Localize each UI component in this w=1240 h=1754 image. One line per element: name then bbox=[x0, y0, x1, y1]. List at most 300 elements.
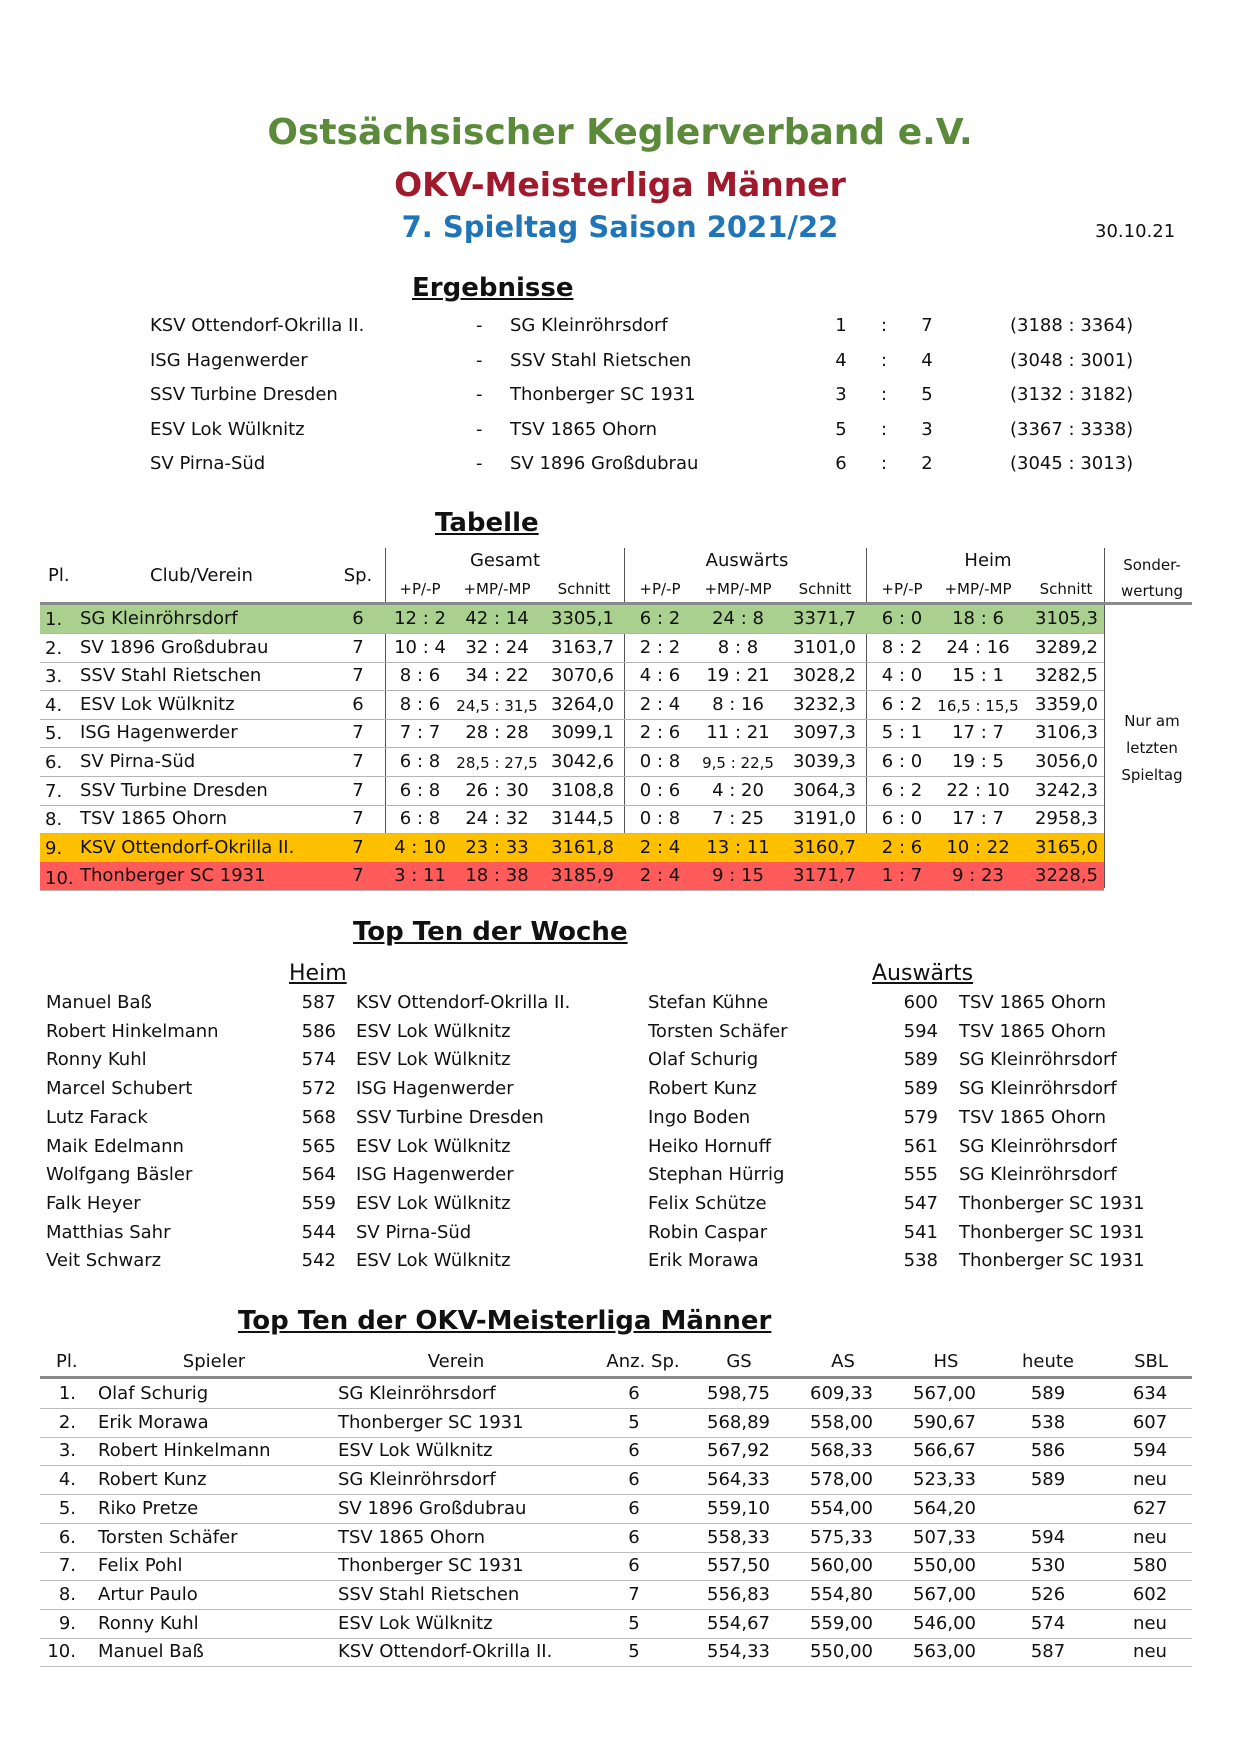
league-row-sbl: 602 bbox=[1132, 1583, 1168, 1605]
table-row-rule bbox=[40, 805, 1104, 806]
topweek-away-score: 547 bbox=[903, 1192, 938, 1214]
table-row-gesamt-mp: 24,5 : 31,5 bbox=[456, 696, 538, 715]
league-row-name: Olaf Schurig bbox=[98, 1383, 209, 1404]
table-row-gesamt-schnitt: 3070,6 bbox=[551, 665, 614, 687]
col-header-club: Club/Verein bbox=[150, 565, 253, 586]
table-row-sp: 7 bbox=[352, 722, 364, 744]
league-row-as: 554,00 bbox=[810, 1497, 873, 1519]
table-row-auswaerts-pp: 0 : 8 bbox=[639, 751, 681, 772]
result-pins: (3045 : 3013) bbox=[1010, 453, 1134, 474]
league-row-club: TSV 1865 Ohorn bbox=[338, 1526, 486, 1548]
table-row-gesamt-mp: 26 : 30 bbox=[465, 779, 529, 801]
table-heading: Tabelle bbox=[435, 508, 539, 538]
league-row-rule bbox=[40, 1494, 1192, 1495]
result-home-team: ESV Lok Wülknitz bbox=[150, 418, 305, 440]
table-row-gesamt-schnitt: 3108,8 bbox=[551, 779, 614, 801]
topweek-away-club: Thonberger SC 1931 bbox=[959, 1192, 1145, 1214]
league-row-hs: 564,20 bbox=[913, 1497, 976, 1519]
table-row-rank: 1. bbox=[45, 609, 63, 630]
table-row-sp: 7 bbox=[352, 779, 364, 801]
league-row-rank: 4. bbox=[58, 1469, 76, 1491]
result-home-points: 1 bbox=[835, 315, 847, 336]
league-row-as: 554,80 bbox=[810, 1583, 873, 1605]
league-row-gs: 558,33 bbox=[707, 1526, 770, 1548]
sonder-note: Spieltag bbox=[1121, 766, 1183, 784]
topweek-home-score: 565 bbox=[301, 1135, 336, 1157]
table-row-sp: 7 bbox=[352, 636, 364, 658]
league-header-hs: HS bbox=[933, 1351, 959, 1372]
table-row-gesamt-pp: 3 : 11 bbox=[394, 865, 446, 887]
league-row-hs: 567,00 bbox=[913, 1583, 976, 1605]
result-home-team: KSV Ottendorf-Okrilla II. bbox=[150, 315, 365, 336]
league-row-heute: 586 bbox=[1030, 1440, 1066, 1462]
table-row-club: SG Kleinröhrsdorf bbox=[80, 608, 238, 629]
table-row-heim-pp: 1 : 7 bbox=[881, 865, 923, 887]
league-row-name: Felix Pohl bbox=[98, 1555, 183, 1577]
topweek-home-score: 572 bbox=[301, 1078, 336, 1100]
league-row-anz: 6 bbox=[628, 1526, 640, 1548]
league-row-club: SG Kleinröhrsdorf bbox=[338, 1383, 496, 1404]
league-header-as: AS bbox=[831, 1351, 855, 1372]
col-header-schnitt: Schnitt bbox=[557, 580, 611, 598]
table-row-heim-mp: 15 : 1 bbox=[952, 665, 1004, 687]
league-row-as: 575,33 bbox=[810, 1526, 873, 1548]
topweek-home-club: ESV Lok Wülknitz bbox=[356, 1192, 511, 1214]
result-pins: (3048 : 3001) bbox=[1010, 349, 1134, 371]
topweek-away-club: Thonberger SC 1931 bbox=[959, 1250, 1145, 1272]
league-row-sbl: neu bbox=[1133, 1641, 1167, 1663]
table-row-rank: 6. bbox=[45, 752, 63, 773]
result-away-team: SSV Stahl Rietschen bbox=[510, 349, 692, 371]
result-home-team: SSV Turbine Dresden bbox=[150, 384, 338, 405]
league-row-rule bbox=[40, 1437, 1192, 1438]
table-row-gesamt-schnitt: 3099,1 bbox=[551, 722, 614, 744]
league-row-anz: 5 bbox=[628, 1612, 640, 1634]
topweek-away-score: 594 bbox=[903, 1020, 938, 1042]
league-row-sbl: neu bbox=[1133, 1526, 1167, 1548]
league-row-hs: 546,00 bbox=[913, 1612, 976, 1634]
table-row-auswaerts-schnitt: 3232,3 bbox=[793, 693, 856, 715]
result-separator: - bbox=[476, 384, 483, 405]
table-row-gesamt-mp: 42 : 14 bbox=[465, 608, 529, 629]
league-row-heute: 594 bbox=[1030, 1526, 1066, 1548]
league-row-rank: 6. bbox=[58, 1526, 76, 1548]
table-row-heim-mp: 17 : 7 bbox=[952, 808, 1004, 830]
table-row-heim-schnitt: 3106,3 bbox=[1035, 722, 1098, 744]
topweek-home-club: ESV Lok Wülknitz bbox=[356, 1135, 511, 1157]
table-row-gesamt-schnitt: 3161,8 bbox=[551, 836, 614, 858]
table-row-gesamt-mp: 28,5 : 27,5 bbox=[456, 754, 538, 772]
league-row-name: Riko Pretze bbox=[98, 1497, 199, 1519]
table-row-sp: 6 bbox=[352, 608, 364, 629]
col-header-pp: +P/-P bbox=[881, 580, 923, 598]
table-row-heim-mp: 10 : 22 bbox=[946, 836, 1010, 858]
table-row-gesamt-mp: 23 : 33 bbox=[465, 836, 529, 858]
result-separator: - bbox=[476, 315, 483, 336]
table-row-club: ESV Lok Wülknitz bbox=[80, 693, 235, 715]
topweek-away-label: Auswärts bbox=[872, 961, 974, 986]
table-row-auswaerts-mp: 7 : 25 bbox=[712, 808, 764, 830]
league-row-anz: 7 bbox=[628, 1583, 640, 1605]
league-row-heute: 589 bbox=[1030, 1469, 1066, 1491]
table-row-club: KSV Ottendorf-Okrilla II. bbox=[80, 836, 295, 858]
table-row-auswaerts-schnitt: 3097,3 bbox=[793, 722, 856, 744]
table-row-auswaerts-mp: 11 : 21 bbox=[706, 722, 770, 744]
league-row-gs: 567,92 bbox=[707, 1440, 770, 1462]
league-header-sbl: SBL bbox=[1134, 1351, 1168, 1372]
table-row-heim-schnitt: 3359,0 bbox=[1035, 693, 1098, 715]
col-header-mp: +MP/-MP bbox=[944, 580, 1012, 598]
league-row-hs: 566,67 bbox=[913, 1440, 976, 1462]
table-row-club: SSV Stahl Rietschen bbox=[80, 665, 262, 687]
league-row-rule bbox=[40, 1523, 1192, 1524]
league-row-name: Robert Kunz bbox=[98, 1469, 207, 1491]
table-row-rank: 7. bbox=[45, 780, 63, 802]
topweek-away-score: 589 bbox=[903, 1049, 938, 1071]
league-row-sbl: 580 bbox=[1132, 1555, 1168, 1577]
league-row-rank: 7. bbox=[58, 1555, 76, 1577]
table-row-auswaerts-mp: 8 : 16 bbox=[712, 693, 764, 715]
result-pins: (3132 : 3182) bbox=[1010, 384, 1134, 405]
table-row-heim-pp: 6 : 0 bbox=[881, 751, 923, 772]
table-row-heim-schnitt: 2958,3 bbox=[1035, 808, 1098, 830]
table-row-auswaerts-pp: 2 : 4 bbox=[639, 865, 681, 887]
col-header-schnitt: Schnitt bbox=[1039, 580, 1093, 598]
league-row-sbl: 627 bbox=[1132, 1497, 1168, 1519]
league-header-pl: Pl. bbox=[56, 1351, 78, 1372]
table-row-sp: 7 bbox=[352, 808, 364, 830]
table-row-sp: 6 bbox=[352, 693, 364, 715]
topweek-home-club: ISG Hagenwerder bbox=[356, 1164, 514, 1186]
topweek-away-club: TSV 1865 Ohorn bbox=[959, 1020, 1107, 1042]
league-row-rule bbox=[40, 1638, 1192, 1639]
league-row-rank: 2. bbox=[58, 1411, 76, 1433]
result-home-points: 6 bbox=[835, 453, 847, 474]
table-row-gesamt-pp: 6 : 8 bbox=[399, 779, 441, 801]
table-row-rank: 9. bbox=[45, 837, 63, 859]
table-row-heim-mp: 19 : 5 bbox=[952, 751, 1004, 772]
table-row-gesamt-schnitt: 3144,5 bbox=[551, 808, 614, 830]
table-row-heim-mp: 18 : 6 bbox=[952, 608, 1004, 629]
table-row-gesamt-mp: 18 : 38 bbox=[465, 865, 529, 887]
league-row-club: ESV Lok Wülknitz bbox=[338, 1612, 493, 1634]
topweek-home-name: Marcel Schubert bbox=[46, 1078, 193, 1100]
table-row-heim-pp: 6 : 0 bbox=[881, 808, 923, 830]
league-row-gs: 598,75 bbox=[707, 1383, 770, 1404]
result-pins: (3188 : 3364) bbox=[1010, 315, 1134, 336]
table-row-rank: 10. bbox=[45, 868, 74, 890]
league-row-as: 558,00 bbox=[810, 1411, 873, 1433]
table-row-sp: 7 bbox=[352, 665, 364, 687]
league-row-club: ESV Lok Wülknitz bbox=[338, 1440, 493, 1462]
league-row-club: SSV Stahl Rietschen bbox=[338, 1583, 520, 1605]
league-row-sbl: 607 bbox=[1132, 1411, 1168, 1433]
topweek-away-score: 541 bbox=[903, 1221, 938, 1243]
table-row-gesamt-mp: 32 : 24 bbox=[465, 636, 529, 658]
topweek-home-name: Veit Schwarz bbox=[46, 1250, 162, 1272]
league-row-club: SV 1896 Großdubrau bbox=[338, 1497, 527, 1519]
table-row-rank: 3. bbox=[45, 666, 63, 688]
table-row-auswaerts-schnitt: 3064,3 bbox=[793, 779, 856, 801]
topweek-away-club: Thonberger SC 1931 bbox=[959, 1221, 1145, 1243]
league-row-hs: 507,33 bbox=[913, 1526, 976, 1548]
result-colon: : bbox=[880, 315, 888, 336]
topweek-home-name: Falk Heyer bbox=[46, 1192, 141, 1214]
table-row-club: Thonberger SC 1931 bbox=[80, 865, 266, 887]
topweek-away-club: TSV 1865 Ohorn bbox=[959, 1106, 1107, 1128]
table-row-auswaerts-pp: 2 : 4 bbox=[639, 693, 681, 715]
result-colon: : bbox=[880, 384, 888, 405]
table-row-heim-pp: 6 : 0 bbox=[881, 608, 923, 629]
league-row-rank: 9. bbox=[58, 1612, 76, 1634]
table-row-heim-mp: 16,5 : 15,5 bbox=[937, 696, 1019, 715]
topweek-home-score: 564 bbox=[301, 1164, 336, 1186]
table-row-gesamt-pp: 8 : 6 bbox=[399, 693, 441, 715]
table-row-gesamt-pp: 10 : 4 bbox=[394, 636, 446, 658]
result-home-team: SV Pirna-Süd bbox=[150, 453, 266, 474]
league-header-heute: heute bbox=[1021, 1351, 1075, 1372]
league-row-rank: 1. bbox=[58, 1383, 76, 1404]
league-header-anz: Anz. Sp. bbox=[606, 1351, 680, 1372]
league-row-club: Thonberger SC 1931 bbox=[338, 1555, 524, 1577]
league-row-anz: 5 bbox=[628, 1411, 640, 1433]
league-row-anz: 6 bbox=[628, 1555, 640, 1577]
table-row-auswaerts-schnitt: 3101,0 bbox=[793, 636, 856, 658]
topweek-away-club: SG Kleinröhrsdorf bbox=[959, 1078, 1117, 1100]
league-row-rule bbox=[40, 1666, 1192, 1667]
topweek-home-score: 586 bbox=[301, 1020, 336, 1042]
topweek-away-score: 589 bbox=[903, 1078, 938, 1100]
table-row-gesamt-pp: 8 : 6 bbox=[399, 665, 441, 687]
result-away-team: TSV 1865 Ohorn bbox=[510, 418, 658, 440]
topweek-away-name: Felix Schütze bbox=[648, 1192, 767, 1214]
table-row-rank: 8. bbox=[45, 809, 63, 831]
league-row-hs: 563,00 bbox=[913, 1641, 976, 1663]
col-header-mp: +MP/-MP bbox=[463, 580, 531, 598]
table-row-auswaerts-mp: 9,5 : 22,5 bbox=[702, 754, 774, 772]
table-row-auswaerts-mp: 4 : 20 bbox=[712, 779, 764, 801]
result-separator: - bbox=[476, 453, 483, 474]
league-row-gs: 564,33 bbox=[707, 1469, 770, 1491]
league-row-as: 559,00 bbox=[810, 1612, 873, 1634]
result-away-points: 5 bbox=[921, 384, 933, 405]
topweek-home-club: KSV Ottendorf-Okrilla II. bbox=[356, 992, 571, 1013]
table-row-auswaerts-schnitt: 3371,7 bbox=[793, 608, 856, 629]
results-heading: Ergebnisse bbox=[412, 273, 574, 303]
table-row-gesamt-pp: 7 : 7 bbox=[399, 722, 441, 744]
date: 30.10.21 bbox=[1095, 221, 1176, 242]
league-row-hs: 550,00 bbox=[913, 1555, 976, 1577]
result-separator: - bbox=[476, 349, 483, 371]
topweek-home-name: Maik Edelmann bbox=[46, 1135, 184, 1157]
league-header-verein: Verein bbox=[427, 1351, 485, 1372]
table-row-auswaerts-pp: 0 : 8 bbox=[639, 808, 681, 830]
table-row-auswaerts-pp: 0 : 6 bbox=[639, 779, 681, 801]
league-row-sbl: 634 bbox=[1132, 1383, 1168, 1404]
topweek-away-name: Erik Morawa bbox=[648, 1250, 759, 1272]
sonder-note: Nur am bbox=[1124, 712, 1180, 730]
col-header-gesamt: Gesamt bbox=[469, 550, 541, 571]
topweek-home-club: ESV Lok Wülknitz bbox=[356, 1049, 511, 1071]
league-row-gs: 554,33 bbox=[707, 1641, 770, 1663]
table-row-heim-mp: 24 : 16 bbox=[946, 636, 1010, 658]
table-row-gesamt-mp: 24 : 32 bbox=[465, 808, 529, 830]
table-row-gesamt-schnitt: 3042,6 bbox=[551, 751, 614, 772]
table-row-club: SSV Turbine Dresden bbox=[80, 779, 268, 801]
col-header-sonder: Sonder- bbox=[1123, 556, 1181, 574]
league-row-heute: 526 bbox=[1030, 1583, 1066, 1605]
col-header-sp: Sp. bbox=[343, 565, 373, 586]
result-colon: : bbox=[880, 453, 888, 474]
table-row-heim-pp: 2 : 6 bbox=[881, 836, 923, 858]
league-row-sbl: neu bbox=[1133, 1612, 1167, 1634]
topweek-home-score: 542 bbox=[301, 1250, 336, 1272]
table-row-auswaerts-mp: 13 : 11 bbox=[706, 836, 770, 858]
result-home-points: 4 bbox=[835, 349, 847, 371]
table-row-club: SV Pirna-Süd bbox=[80, 751, 196, 772]
table-row-heim-schnitt: 3105,3 bbox=[1035, 608, 1098, 629]
org-title: Ostsächsischer Keglerverband e.V. bbox=[267, 112, 973, 153]
result-away-points: 4 bbox=[921, 349, 933, 371]
table-row-heim-pp: 4 : 0 bbox=[881, 665, 923, 687]
table-row-club: TSV 1865 Ohorn bbox=[80, 808, 228, 830]
topweek-home-name: Wolfgang Bäsler bbox=[46, 1164, 193, 1186]
topweek-away-score: 579 bbox=[903, 1106, 938, 1128]
league-row-as: 609,33 bbox=[810, 1383, 873, 1404]
topweek-away-name: Torsten Schäfer bbox=[648, 1020, 788, 1042]
league-row-heute: 587 bbox=[1030, 1641, 1066, 1663]
league-row-club: SG Kleinröhrsdorf bbox=[338, 1469, 496, 1491]
league-row-heute: 574 bbox=[1030, 1612, 1066, 1634]
table-row-club: ISG Hagenwerder bbox=[80, 722, 238, 744]
league-row-hs: 523,33 bbox=[913, 1469, 976, 1491]
league-row-as: 560,00 bbox=[810, 1555, 873, 1577]
league-row-as: 550,00 bbox=[810, 1641, 873, 1663]
league-row-gs: 554,67 bbox=[707, 1612, 770, 1634]
table-row-rule bbox=[40, 747, 1104, 748]
table-row-heim-schnitt: 3282,5 bbox=[1035, 665, 1098, 687]
result-colon: : bbox=[880, 349, 888, 371]
league-row-rule bbox=[40, 1609, 1192, 1610]
result-home-team: ISG Hagenwerder bbox=[150, 349, 308, 371]
league-row-hs: 567,00 bbox=[913, 1383, 976, 1404]
topweek-away-name: Olaf Schurig bbox=[648, 1049, 759, 1071]
topweek-home-score: 559 bbox=[301, 1192, 336, 1214]
league-row-gs: 568,89 bbox=[707, 1411, 770, 1433]
league-row-name: Ronny Kuhl bbox=[98, 1612, 199, 1634]
topweek-home-name: Robert Hinkelmann bbox=[46, 1020, 219, 1042]
result-away-points: 7 bbox=[921, 315, 933, 336]
topweek-away-name: Heiko Hornuff bbox=[648, 1135, 771, 1157]
table-row-gesamt-schnitt: 3305,1 bbox=[551, 608, 614, 629]
league-row-heute: 589 bbox=[1030, 1383, 1066, 1404]
table-row-heim-pp: 6 : 2 bbox=[881, 693, 923, 715]
topweek-away-name: Ingo Boden bbox=[648, 1106, 751, 1128]
table-row-club: SV 1896 Großdubrau bbox=[80, 636, 269, 658]
table-row-heim-mp: 17 : 7 bbox=[952, 722, 1004, 744]
topweek-home-score: 568 bbox=[301, 1106, 336, 1128]
table-row-heim-schnitt: 3242,3 bbox=[1035, 779, 1098, 801]
league-row-rule bbox=[40, 1552, 1192, 1553]
table-row-gesamt-schnitt: 3163,7 bbox=[551, 636, 614, 658]
league-row-anz: 5 bbox=[628, 1641, 640, 1663]
table-row-auswaerts-pp: 2 : 6 bbox=[639, 722, 681, 744]
result-home-points: 3 bbox=[835, 384, 847, 405]
topweek-home-name: Matthias Sahr bbox=[46, 1221, 171, 1243]
table-row-auswaerts-mp: 19 : 21 bbox=[706, 665, 770, 687]
table-row-heim-schnitt: 3056,0 bbox=[1035, 751, 1098, 772]
table-row-gesamt-pp: 4 : 10 bbox=[394, 836, 446, 858]
table-row-heim-schnitt: 3228,5 bbox=[1035, 865, 1098, 887]
table-row-heim-pp: 6 : 2 bbox=[881, 779, 923, 801]
topweek-home-label: Heim bbox=[289, 961, 347, 986]
topweek-home-club: ESV Lok Wülknitz bbox=[356, 1020, 511, 1042]
league-header-gs: GS bbox=[726, 1351, 752, 1372]
table-row-heim-schnitt: 3165,0 bbox=[1035, 836, 1098, 858]
table-row-auswaerts-pp: 2 : 4 bbox=[639, 836, 681, 858]
topleague-heading: Top Ten der OKV-Meisterliga Männer bbox=[238, 1306, 772, 1336]
table-row-gesamt-schnitt: 3264,0 bbox=[551, 693, 614, 715]
table-row-gesamt-mp: 34 : 22 bbox=[465, 665, 529, 687]
league-row-anz: 6 bbox=[628, 1440, 640, 1462]
league-row-hs: 590,67 bbox=[913, 1411, 976, 1433]
topweek-home-club: SV Pirna-Süd bbox=[356, 1221, 472, 1243]
col-header-pp: +P/-P bbox=[399, 580, 441, 598]
table-row-gesamt-mp: 28 : 28 bbox=[465, 722, 529, 744]
result-home-points: 5 bbox=[835, 418, 847, 440]
league-row-as: 578,00 bbox=[810, 1469, 873, 1491]
league-header-rule bbox=[40, 1376, 1192, 1379]
league-row-anz: 6 bbox=[628, 1469, 640, 1491]
topweek-away-name: Robin Caspar bbox=[648, 1221, 768, 1243]
table-row-sp: 7 bbox=[352, 751, 364, 772]
league-row-gs: 557,50 bbox=[707, 1555, 770, 1577]
topweek-home-name: Manuel Baß bbox=[46, 992, 152, 1013]
col-header-mp: +MP/-MP bbox=[704, 580, 772, 598]
table-row-gesamt-pp: 6 : 8 bbox=[399, 751, 441, 772]
table-row-gesamt-pp: 12 : 2 bbox=[394, 608, 446, 629]
league-row-name: Torsten Schäfer bbox=[98, 1526, 238, 1548]
topweek-away-club: SG Kleinröhrsdorf bbox=[959, 1164, 1117, 1186]
league-header-spieler: Spieler bbox=[182, 1351, 246, 1372]
topweek-home-score: 544 bbox=[301, 1221, 336, 1243]
topweek-home-score: 574 bbox=[301, 1049, 336, 1071]
topweek-home-name: Ronny Kuhl bbox=[46, 1049, 147, 1071]
matchday-title: 7. Spieltag Saison 2021/22 bbox=[401, 210, 839, 244]
league-row-as: 568,33 bbox=[810, 1440, 873, 1462]
result-away-team: SV 1896 Großdubrau bbox=[510, 453, 699, 474]
topweek-away-name: Stefan Kühne bbox=[648, 992, 769, 1013]
league-row-anz: 6 bbox=[628, 1497, 640, 1519]
table-row-rule bbox=[40, 690, 1104, 691]
table-row-rank: 4. bbox=[45, 694, 63, 716]
topweek-away-club: SG Kleinröhrsdorf bbox=[959, 1049, 1117, 1071]
sonder-note: letzten bbox=[1126, 739, 1178, 757]
league-row-rank: 10. bbox=[47, 1641, 76, 1663]
table-row-gesamt-schnitt: 3185,9 bbox=[551, 865, 614, 887]
league-row-heute: 530 bbox=[1030, 1555, 1066, 1577]
league-row-gs: 556,83 bbox=[707, 1583, 770, 1605]
col-header-pl: Pl. bbox=[48, 565, 70, 586]
league-row-name: Artur Paulo bbox=[98, 1583, 198, 1605]
league-row-heute: 538 bbox=[1030, 1411, 1066, 1433]
result-away-points: 2 bbox=[921, 453, 933, 474]
result-away-team: Thonberger SC 1931 bbox=[510, 384, 696, 405]
league-row-sbl: 594 bbox=[1132, 1440, 1168, 1462]
league-row-rule bbox=[40, 1465, 1192, 1466]
topweek-away-score: 555 bbox=[903, 1164, 938, 1186]
col-header-schnitt: Schnitt bbox=[798, 580, 852, 598]
